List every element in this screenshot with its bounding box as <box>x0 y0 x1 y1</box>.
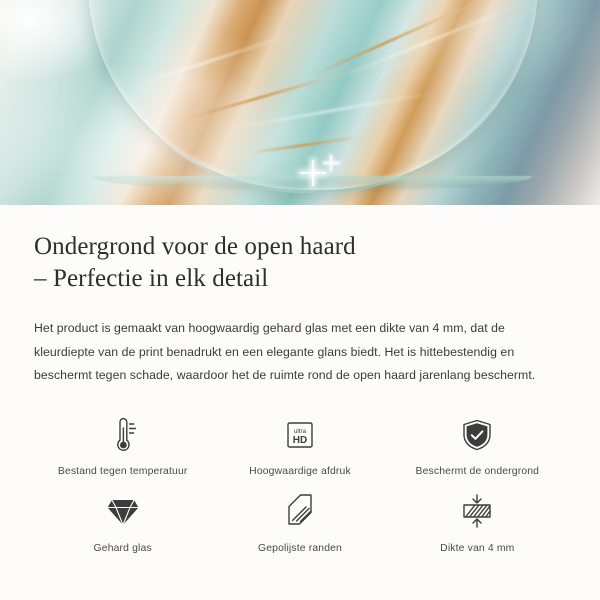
page-title-line-2: – Perfectie in elk detail <box>34 265 269 292</box>
feature-caption: Dikte van 4 mm <box>440 542 515 554</box>
feature-caption: Hoogwaardige afdruk <box>249 465 351 477</box>
thickness-4mm-icon <box>455 491 499 533</box>
feature-caption: Beschermt de ondergrond <box>415 465 540 477</box>
feature-caption: Bestand tegen temperatuur <box>57 465 188 477</box>
feature-item <box>389 491 566 554</box>
content-block <box>0 205 600 554</box>
feature-caption: Gepolijste randen <box>257 542 342 554</box>
page-title <box>34 231 566 295</box>
hero-image <box>0 0 600 205</box>
page-title-line-1: Ondergrond voor de open haard <box>34 233 356 260</box>
ultra-hd-icon <box>278 414 322 456</box>
svg-text:HD: HD <box>292 434 308 446</box>
shield-check-icon <box>457 414 497 456</box>
polished-edges-icon <box>278 491 322 533</box>
feature-grid <box>34 414 566 554</box>
feature-item <box>34 491 211 554</box>
svg-text:ultra: ultra <box>293 428 307 436</box>
feature-item <box>211 491 388 554</box>
feature-caption: Gehard glas <box>93 542 152 554</box>
feature-item <box>34 414 211 477</box>
feature-item <box>211 414 388 477</box>
product-description: Het product is gemaakt van hoogwaardig gehard glas met een dikte van 4 mm, dat de kleurdiepte van de print benadrukt en een elegante glans biedt. Het is hittebestendig en beschermt tegen schade, waardoor het de ruimte rond de open haard jarenlang beschermt. <box>34 321 536 383</box>
hero-highlight-overlay <box>0 0 600 205</box>
feature-item <box>389 414 566 477</box>
diamond-icon <box>101 491 145 533</box>
thermometer-icon <box>103 414 143 456</box>
